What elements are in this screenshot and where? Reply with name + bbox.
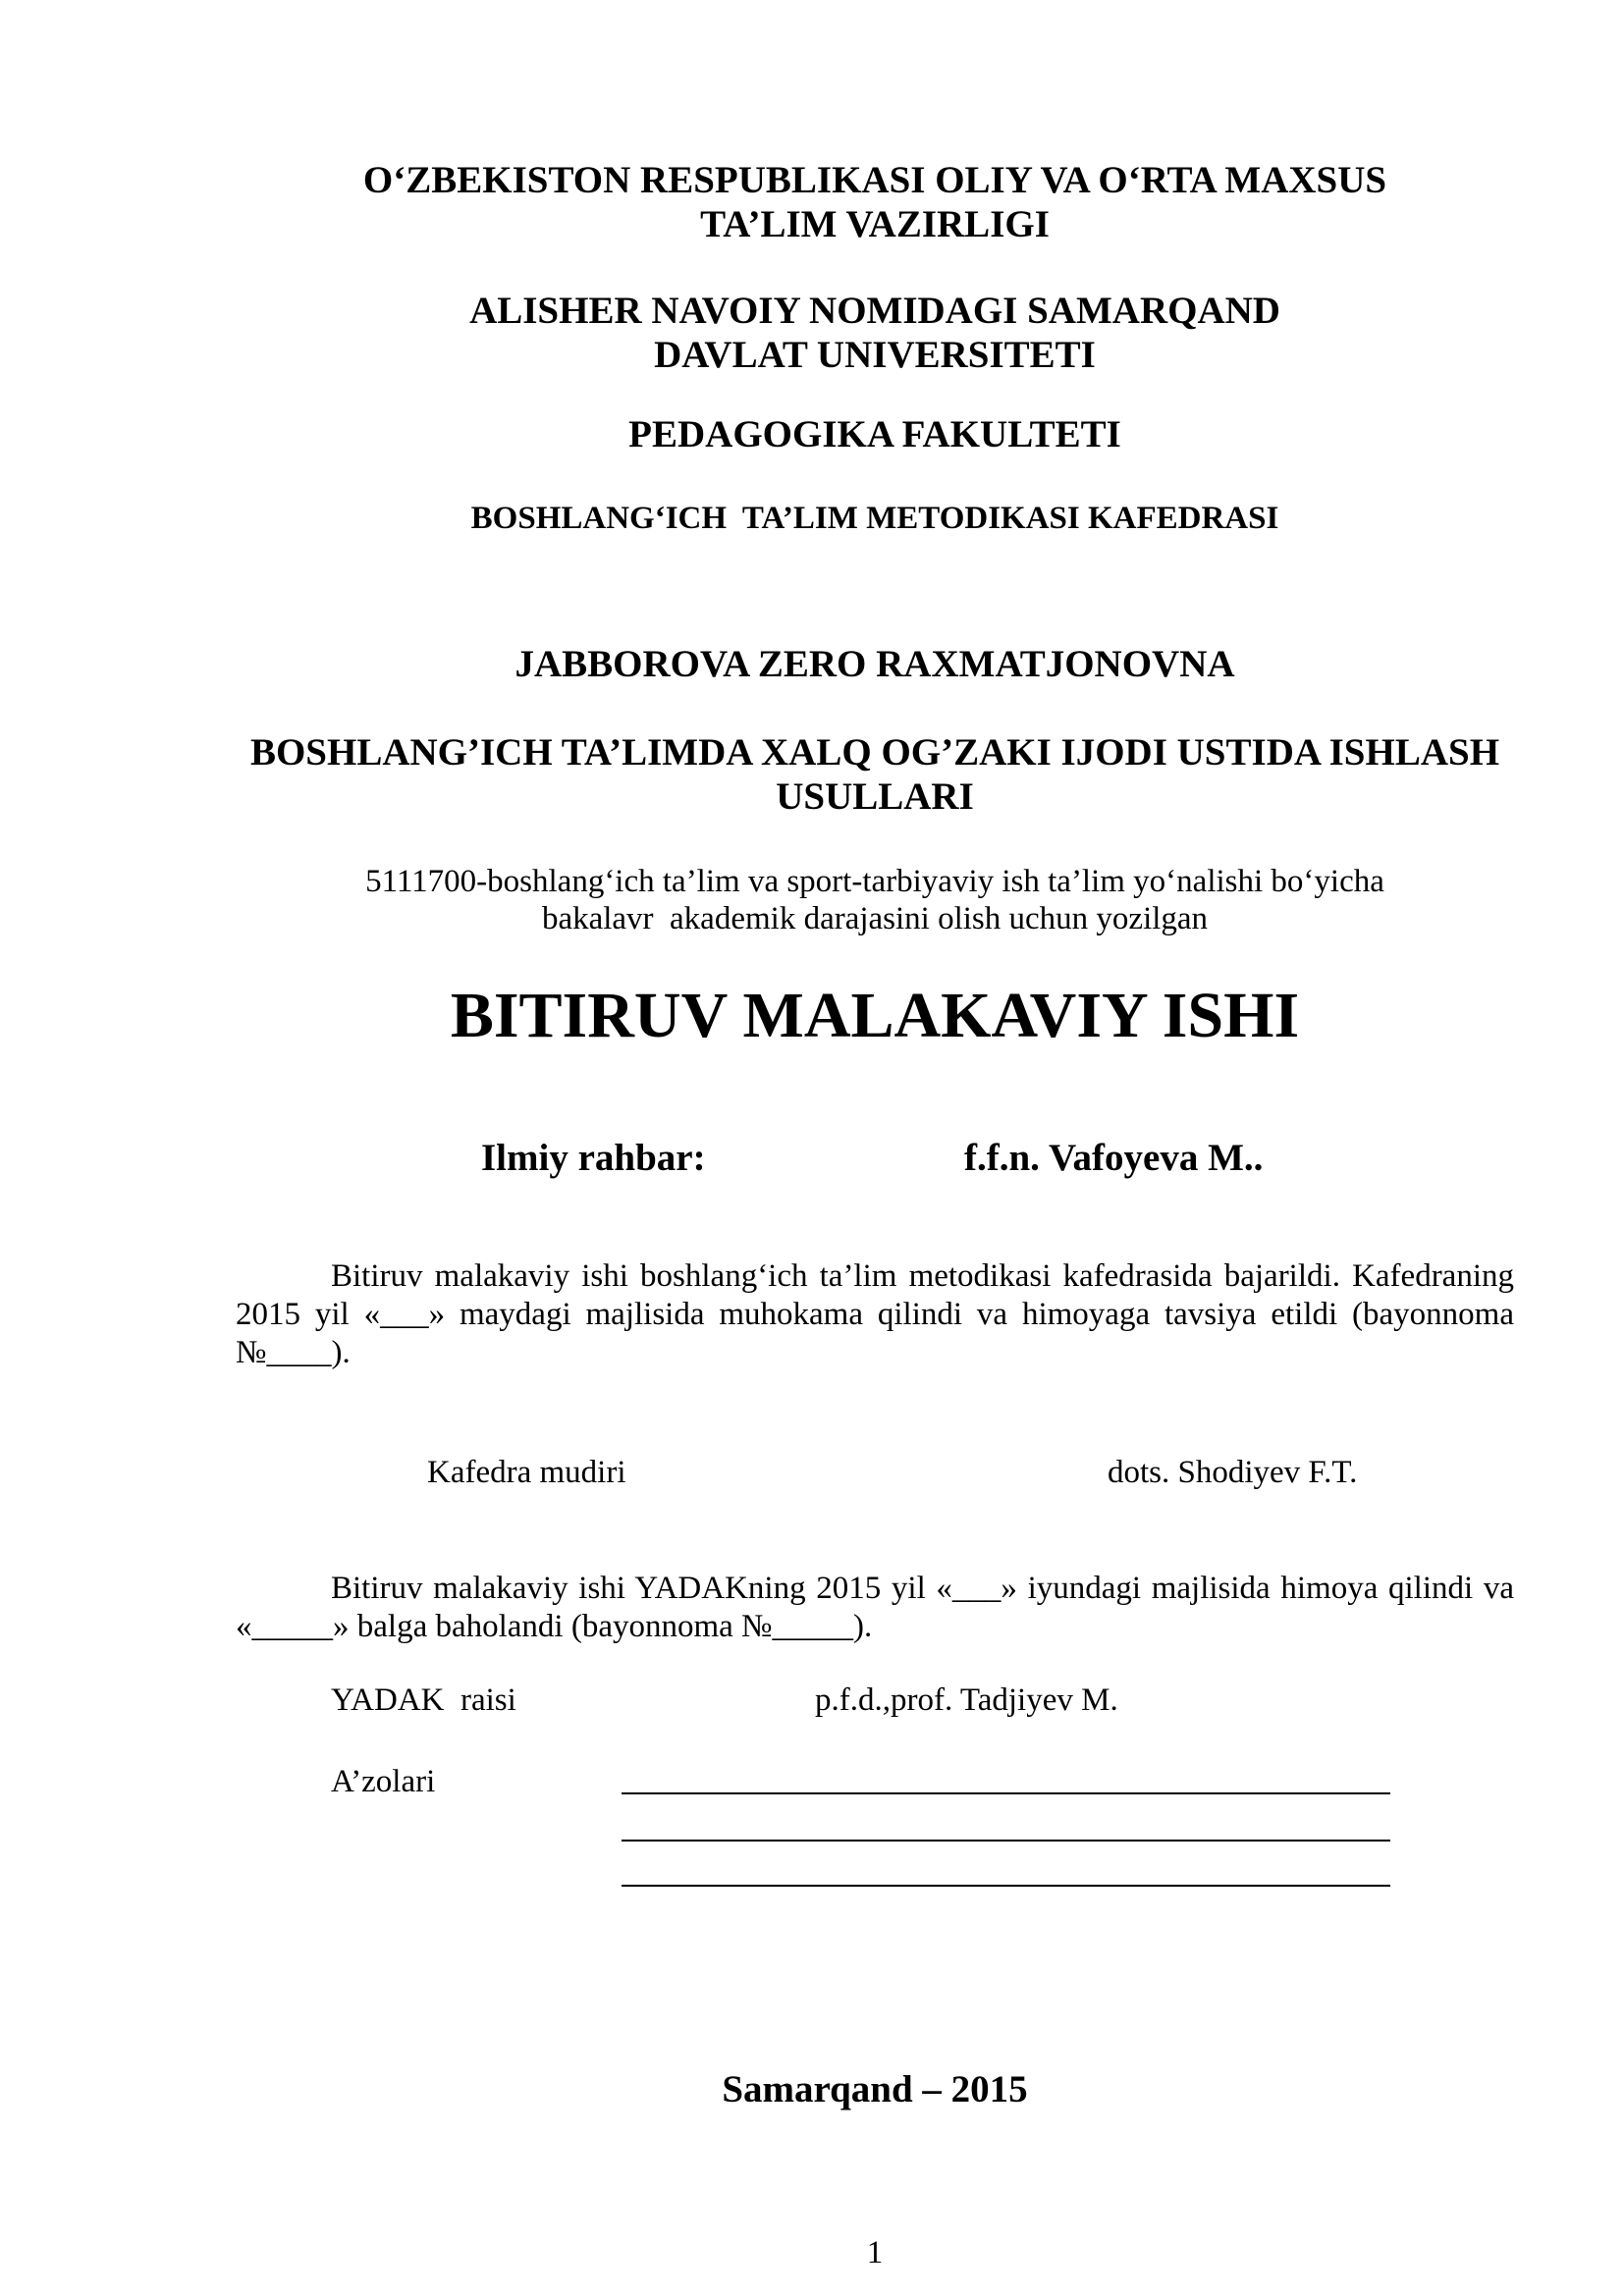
department-head-label: Kafedra mudiri	[427, 1455, 626, 1490]
place-year-text: Samarqand – 2015	[722, 2068, 1028, 2110]
commission-chair-name: p.f.d.,prof. Tadjiyev M.	[815, 1682, 1118, 1718]
department-head-name: dots. Shodiyev F.T.	[1108, 1455, 1358, 1490]
ministry-heading-line: TA’LIM VAZIRLIGI	[700, 203, 1050, 245]
thesis-title-line: USULLARI	[776, 775, 974, 818]
signature-line	[622, 1792, 1390, 1794]
faculty-heading-text: PEDAGOGIKA FAKULTETI	[628, 413, 1121, 455]
department-approval-paragraph: Bitiruv malakaviy ishi boshlang‘ich ta’lim metodikasi kafedrasida bajarildi. Kafedraning 2015 yil «___» maydagi majlisida muhokama qilindi va himoyaga tavsiya etildi (bayonnoma №____).	[236, 1258, 1514, 1370]
degree-description-line: 5111700-boshlang‘ich ta’lim va sport-tarbiyaviy ish ta’lim yo‘nalishi bo‘yicha	[365, 864, 1384, 899]
author-name	[196, 642, 1553, 686]
defense-paragraph: Bitiruv malakaviy ishi YADAKning 2015 yil «___» iyundagi majlisida himoya qilindi va «_____» balga baholandi (bayonnoma №_____).	[236, 1571, 1514, 1644]
page-number-text: 1	[866, 2235, 884, 2270]
signature-line	[622, 1885, 1390, 1887]
commission-chair-label: YADAK raisi	[331, 1682, 516, 1718]
document-type-text: BITIRUV MALAKAVIY ISHI	[450, 980, 1300, 1051]
department-heading-text: BOSHLANG‘ICH TA’LIM METODIKASI KAFEDRASI	[470, 501, 1279, 536]
author-name-text: JABBOROVA ZERO RAXMATJONOVNA	[514, 643, 1235, 685]
degree-description	[196, 863, 1553, 937]
supervisor-label: Ilmiy rahbar:	[481, 1137, 706, 1179]
university-heading	[196, 289, 1553, 377]
ministry-heading-line: O‘ZBEKISTON RESPUBLIKASI OLIY VA O‘RTA MAXSUS	[362, 159, 1387, 201]
signature-line	[622, 1840, 1390, 1842]
university-heading-line: ALISHER NAVOIY NOMIDAGI SAMARQAND	[469, 290, 1280, 332]
degree-description-line: bakalavr akademik darajasini olish uchun yozilgan	[541, 901, 1209, 936]
faculty-heading	[196, 412, 1553, 456]
ministry-heading	[196, 158, 1553, 246]
department-heading	[196, 500, 1553, 537]
university-heading-line: DAVLAT UNIVERSITETI	[654, 334, 1096, 376]
commission-members-label: A’zolari	[331, 1764, 436, 1799]
supervisor-name: f.f.n. Vafoyeva M..	[964, 1137, 1264, 1179]
page-number	[196, 2234, 1553, 2271]
document-type	[196, 979, 1553, 1053]
thesis-title-line: BOSHLANG’ICH TA’LIMDA XALQ OG’ZAKI IJODI USTIDA ISHLASH	[249, 731, 1500, 774]
place-year	[196, 2067, 1553, 2111]
thesis-title	[196, 730, 1553, 819]
